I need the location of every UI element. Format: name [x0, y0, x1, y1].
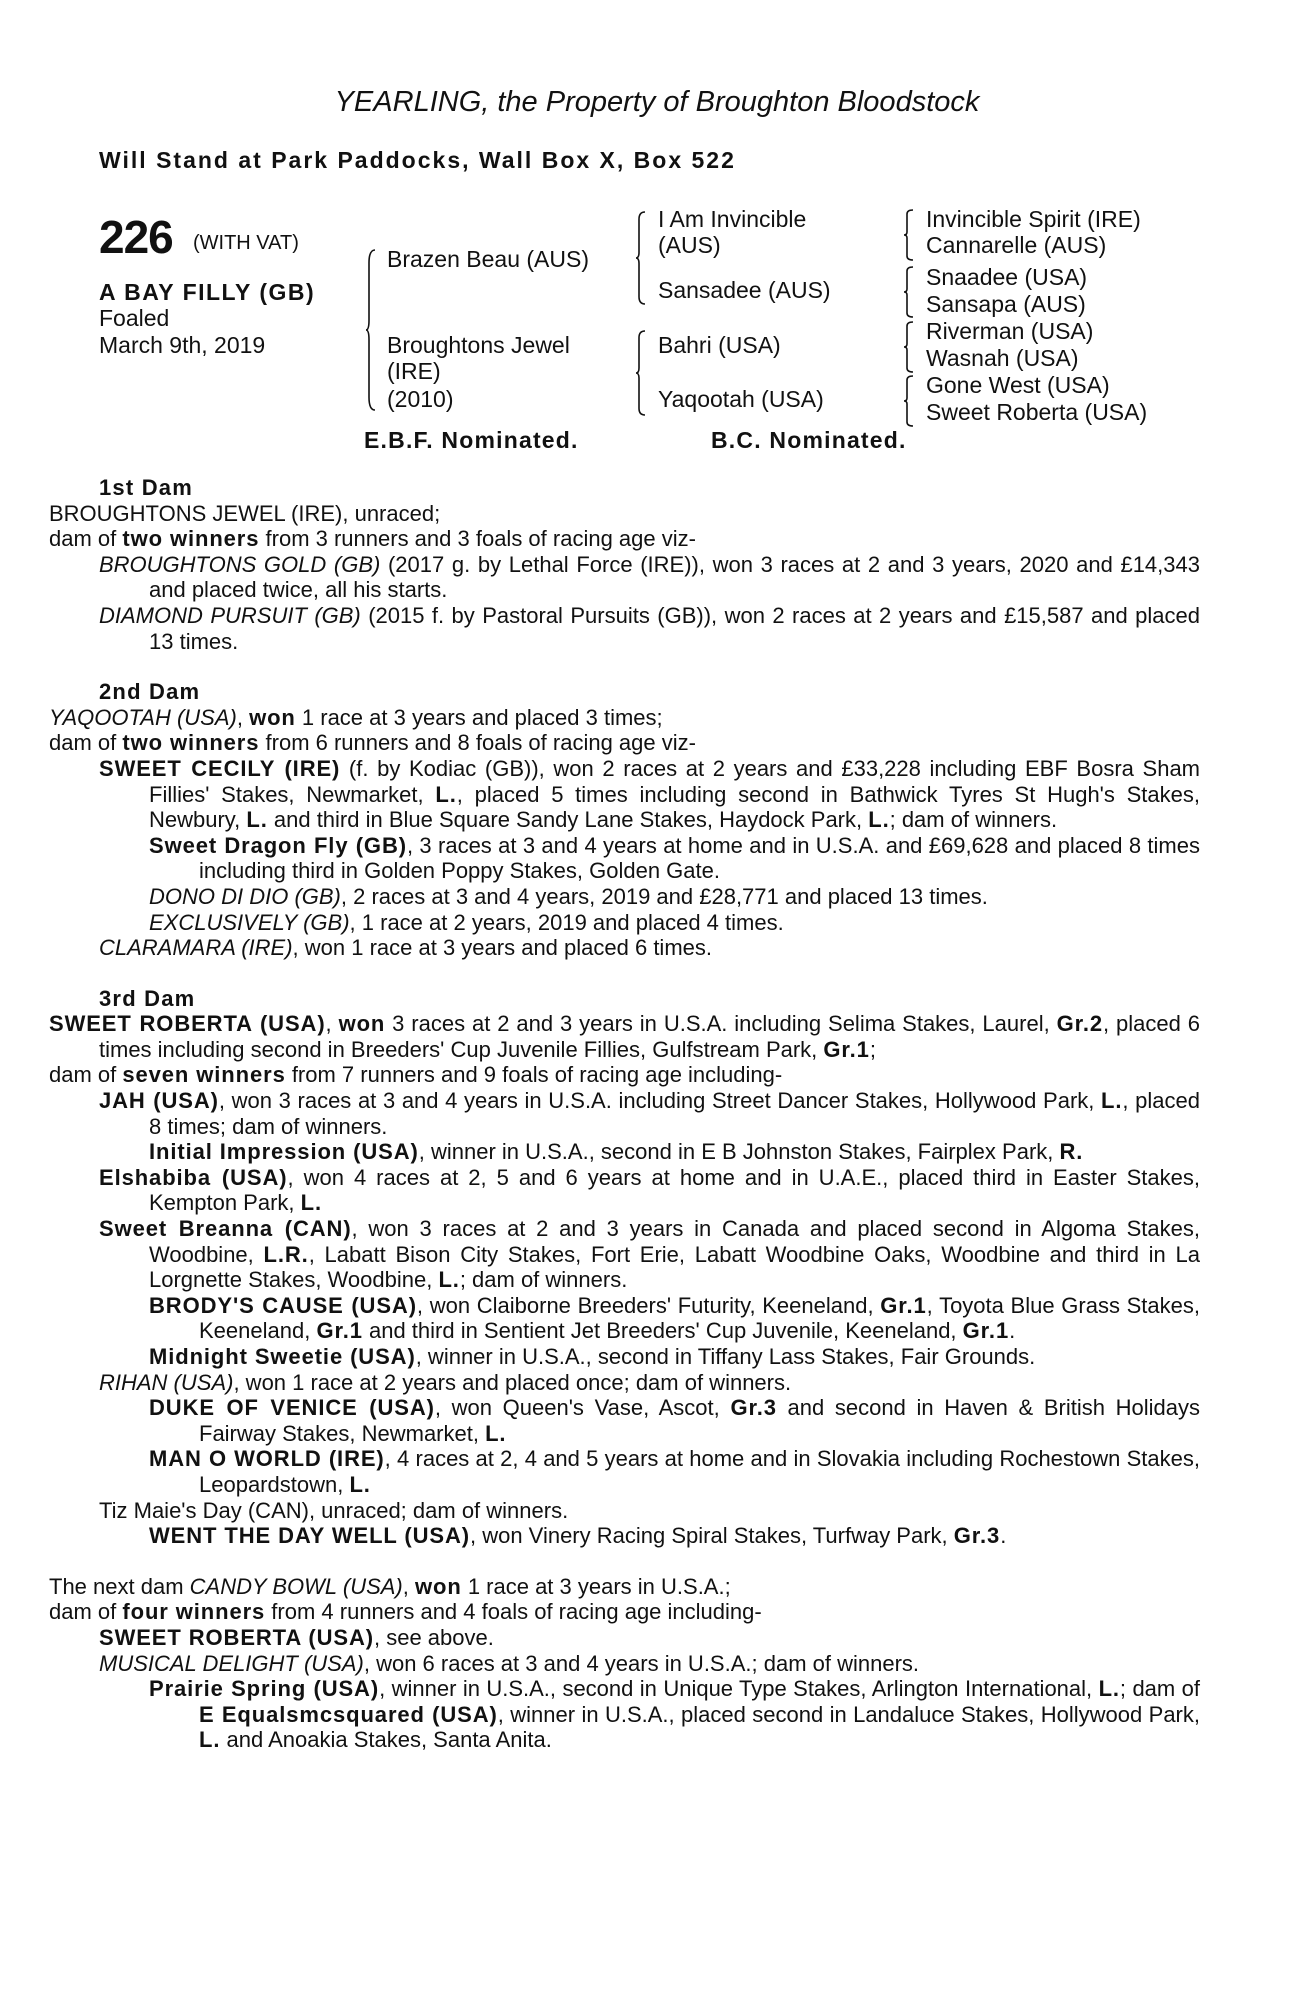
text: , placed 6 times including second in Breeders' Cup Juvenile Fillies, Gulfstream Park, [99, 1011, 1200, 1062]
pedigree-entry [49, 1651, 1200, 1677]
pedigree-entry [49, 1523, 1200, 1549]
brace-icon [904, 267, 914, 317]
bold-text: Gr.3 [953, 1523, 1001, 1549]
pedigree-entry [49, 1574, 1200, 1600]
bold-text: Initial Impression (USA) [149, 1139, 419, 1165]
dam-section [49, 985, 1200, 1549]
section-heading: 1st Dam [99, 475, 193, 500]
dam-section [49, 1573, 1200, 1753]
text: , won Vinery Racing Spiral Stakes, Turfway Park, [469, 1523, 954, 1549]
brace-icon [636, 331, 646, 415]
pedigree-ancestor: Gone West (USA) [926, 372, 1110, 398]
text: , [325, 1011, 339, 1037]
bold-text: seven winners [122, 1062, 286, 1088]
text: , [402, 1573, 415, 1599]
text: , winner in U.S.A., second in Unique Type Stakes, Arlington International, [379, 1676, 1099, 1702]
brace-icon [904, 322, 914, 372]
pedigree-dam-sire: Bahri (USA) [658, 332, 781, 358]
text: , Labatt Bison City Stakes, Fort Erie, Labatt Woodbine Oaks, Woodbine and third in La Lorgnette Stakes, Woodbine, [149, 1241, 1200, 1293]
section-heading: 3rd Dam [99, 985, 196, 1011]
italic-text: CLARAMARA (IRE) [99, 935, 293, 961]
bold-text: BRODY'S CAUSE (USA) [149, 1292, 417, 1318]
pedigree-entry [49, 603, 1200, 654]
pedigree-ancestor: Riverman (USA) [926, 318, 1094, 344]
text: BROUGHTONS JEWEL (IRE), unraced; [49, 500, 441, 526]
bc-nominated: B.C. Nominated. [711, 427, 907, 453]
text: , placed 5 times including second in Bathwick Tyres St Hugh's Stakes, Newbury, [149, 781, 1200, 833]
text: , 1 race at 2 years, 2019 and placed 4 times. [349, 909, 784, 935]
bold-text: Sweet Breanna (CAN) [99, 1216, 352, 1242]
text: ; dam of [1119, 1676, 1200, 1702]
bold-text: L. [1101, 1088, 1123, 1114]
bold-text: Gr.1 [880, 1292, 927, 1318]
pedigree-ancestor: Sweet Roberta (USA) [926, 399, 1148, 425]
bold-text: R. [1059, 1139, 1084, 1165]
pedigree-entry [49, 1498, 1200, 1524]
text: and third in Sentient Jet Breeders' Cup Juvenile, Keeneland, [362, 1318, 963, 1344]
pedigree-ancestor: Sansapa (AUS) [926, 291, 1086, 317]
text: , won 4 races at 2, 5 and 6 years at home and in U.A.E., placed third in Easter Stakes, Kempton Park, [149, 1164, 1200, 1216]
bold-text: four winners [122, 1599, 266, 1625]
text: , placed 8 times; dam of winners. [149, 1088, 1200, 1139]
text: , Toyota Blue Grass Stakes, Keeneland, [199, 1292, 1200, 1344]
bold-text: SWEET ROBERTA (USA) [99, 1624, 374, 1650]
bold-text: L. [246, 807, 268, 833]
pedigree-dam-year: (2010) [387, 386, 454, 412]
text: from 3 runners and 3 foals of racing age viz- [259, 526, 696, 552]
pedigree-ancestor: Snaadee (USA) [926, 264, 1088, 290]
pedigree-sire-sire: I Am Invincible [658, 206, 807, 232]
pedigree-entry [49, 935, 1200, 961]
foaled-label: Foaled [99, 305, 170, 331]
pedigree-entry [49, 705, 1200, 731]
text: and second in Haven & British Holidays Fairway Stakes, Newmarket, [199, 1395, 1200, 1446]
bold-text: L.R. [263, 1241, 309, 1267]
bold-text: Gr.1 [823, 1036, 870, 1062]
text: . [1000, 1523, 1007, 1549]
text: , won 1 race at 2 years and placed once; dam of winners. [233, 1369, 792, 1395]
italic-text: CANDY BOWL (USA) [189, 1573, 403, 1599]
pedigree-entry [49, 756, 1200, 833]
text: , [236, 704, 250, 730]
bold-text: Elshabiba (USA) [99, 1164, 288, 1190]
brace-icon [636, 212, 646, 304]
text: , won 3 races at 2 and 3 years in Canada and placed second in Algoma Stakes, Woodbine, [149, 1216, 1200, 1267]
italic-text: MUSICAL DELIGHT (USA) [99, 1650, 364, 1676]
text: (2015 f. by Pastoral Pursuits (GB)), won 2 races at 2 years and £15,587 and placed 13 times. [149, 602, 1200, 654]
bold-text: two winners [122, 730, 260, 756]
bold-text: Sweet Dragon Fly (GB) [149, 832, 407, 858]
text: , winner in U.S.A., second in Tiffany Lass Stakes, Fair Grounds. [415, 1344, 1036, 1369]
pedigree-entry [49, 552, 1200, 603]
bold-text: L. [199, 1727, 221, 1753]
text: , see above. [373, 1624, 494, 1650]
pedigree-entry [49, 526, 1200, 552]
bold-text: L. [485, 1420, 507, 1446]
bold-text: Midnight Sweetie (USA) [149, 1344, 416, 1369]
stand-location: Will Stand at Park Paddocks, Wall Box X, Box 522 [99, 147, 736, 173]
bold-text: WENT THE DAY WELL (USA) [149, 1523, 470, 1549]
text: 1 race at 3 years in U.S.A.; [461, 1573, 731, 1599]
pedigree-entry [49, 1625, 1200, 1651]
pedigree-sire-sire-country: (AUS) [658, 232, 721, 258]
bold-text: L. [300, 1190, 322, 1216]
text: ; [869, 1036, 876, 1062]
pedigree-entry [49, 1088, 1200, 1139]
bold-text: SWEET CECILY (IRE) [99, 755, 341, 781]
italic-text: DONO DI DIO (GB) [149, 883, 341, 909]
text: dam of [49, 526, 123, 552]
pedigree-dam: Broughtons Jewel [387, 332, 570, 358]
italic-text: RIHAN (USA) [99, 1369, 234, 1395]
text: from 7 runners and 9 foals of racing age including- [285, 1062, 783, 1088]
bold-text: Gr.2 [1056, 1011, 1104, 1037]
pedigree-entry [49, 1344, 1200, 1370]
catalogue-body [49, 475, 1201, 1753]
ebf-nominated: E.B.F. Nominated. [364, 427, 579, 453]
pedigree-dam-dam: Yaqootah (USA) [658, 386, 824, 412]
text: and third in Blue Square Sandy Lane Stakes, Haydock Park, [267, 807, 869, 833]
bold-text: SWEET ROBERTA (USA) [49, 1011, 326, 1037]
pedigree-entry [49, 730, 1200, 756]
pedigree-entry [49, 1165, 1200, 1216]
text: Tiz Maie's Day (CAN), unraced; dam of winners. [99, 1497, 569, 1523]
section-heading: 2nd Dam [99, 679, 201, 705]
pedigree-entry [49, 1062, 1200, 1088]
text: , won 3 races at 3 and 4 years in U.S.A. including Street Dancer Stakes, Hollywood Park, [218, 1088, 1102, 1114]
bold-text: two winners [122, 526, 260, 552]
bold-text: L. [438, 1267, 460, 1293]
bold-text: Prairie Spring (USA) [149, 1676, 380, 1702]
text: ; dam of winners. [459, 1267, 628, 1293]
text: , winner in U.S.A., second in E B Johnston Stakes, Fairplex Park, [418, 1139, 1060, 1165]
pedigree-entry [49, 1446, 1200, 1497]
pedigree-entry [49, 1139, 1200, 1165]
bold-text: L. [349, 1471, 371, 1497]
bold-text: DUKE OF VENICE (USA) [149, 1395, 435, 1421]
text: dam of [49, 730, 123, 756]
bold-text: L. [435, 781, 457, 807]
bold-text: Gr.1 [962, 1318, 1010, 1344]
pedigree-entry [49, 1293, 1200, 1344]
horse-description: A BAY FILLY (GB) [99, 279, 316, 305]
dam-section [49, 475, 1200, 654]
text: from 6 runners and 8 foals of racing age viz- [259, 730, 696, 756]
text: dam of [49, 1062, 123, 1088]
text: 3 races at 2 and 3 years in U.S.A. including Selima Stakes, Laurel, [385, 1011, 1057, 1037]
brace-icon [366, 250, 376, 410]
text: ; dam of winners. [889, 807, 1058, 833]
pedigree-entry [49, 1216, 1200, 1293]
bold-text: won [249, 704, 296, 730]
bold-text: Gr.1 [316, 1318, 363, 1344]
pedigree-entry [49, 1676, 1200, 1753]
bold-text: MAN O WORLD (IRE) [149, 1446, 385, 1472]
italic-text: DIAMOND PURSUIT (GB) [99, 602, 361, 628]
dam-section [49, 679, 1201, 961]
pedigree-dam-country: (IRE) [387, 358, 441, 384]
pedigree-entry [49, 910, 1200, 936]
pedigree-entry [49, 833, 1200, 884]
pedigree-ancestor: Wasnah (USA) [926, 345, 1079, 371]
text: , 3 races at 3 and 4 years at home and in U.S.A. and £69,628 and placed 8 times including third in Golden Poppy Stakes, Golden Gate. [199, 832, 1200, 884]
text: (f. by Kodiac (GB)), won 2 races at 2 years and £33,228 including EBF Bosra Sham Fillies' Stakes, Newmarket, [149, 755, 1201, 807]
bold-text: won [415, 1573, 462, 1599]
pedigree-entry [49, 1599, 1200, 1625]
italic-text: BROUGHTONS GOLD (GB) [99, 551, 381, 577]
page-title: YEARLING, the Property of Broughton Bloodstock [334, 86, 980, 118]
text: . [1009, 1318, 1016, 1344]
bold-text: won [338, 1011, 386, 1037]
text: (2017 g. by Lethal Force (IRE)), won 3 races at 2 and 3 years, 2020 and £14,343 and placed twice, all his starts. [149, 551, 1200, 603]
vat-note: (WITH VAT) [193, 232, 299, 254]
pedigree-entry [49, 1370, 1200, 1396]
bold-text: Gr.3 [730, 1395, 777, 1421]
foaled-date: March 9th, 2019 [99, 332, 266, 358]
text: , winner in U.S.A., placed second in Landaluce Stakes, Hollywood Park, [497, 1701, 1200, 1727]
text: , won Claiborne Breeders' Futurity, Keeneland, [416, 1292, 881, 1318]
pedigree-entry [49, 1011, 1200, 1062]
text: , won Queen's Vase, Ascot, [434, 1395, 731, 1421]
pedigree-sire: Brazen Beau (AUS) [387, 246, 589, 272]
bold-text: JAH (USA) [99, 1088, 219, 1114]
text: and Anoakia Stakes, Santa Anita. [220, 1727, 552, 1753]
text: , 4 races at 2, 4 and 5 years at home and in Slovakia including Rochestown Stakes, Leopardstown, [199, 1446, 1200, 1497]
text: dam of [49, 1599, 123, 1625]
pedigree-ancestor: Invincible Spirit (IRE) [926, 206, 1141, 232]
text: 1 race at 3 years and placed 3 times; [295, 704, 663, 730]
pedigree-entry [49, 501, 1200, 527]
bold-text: E Equalsmcsquared (USA) [199, 1701, 498, 1727]
text: from 4 runners and 4 foals of racing age including- [265, 1599, 762, 1625]
pedigree-entry [49, 1395, 1200, 1446]
bold-text: L. [1098, 1676, 1120, 1702]
text: , won 6 races at 3 and 4 years in U.S.A.; dam of winners. [363, 1650, 920, 1676]
brace-icon [904, 376, 914, 426]
brace-icon [904, 210, 914, 260]
pedigree-sire-dam: Sansadee (AUS) [658, 277, 831, 303]
pedigree-entry [49, 884, 1200, 910]
pedigree-ancestor: Cannarelle (AUS) [926, 232, 1107, 258]
bold-text: L. [868, 807, 890, 833]
lot-number: 226 [99, 211, 173, 263]
text: , 2 races at 3 and 4 years, 2019 and £28,771 and placed 13 times. [340, 883, 988, 909]
italic-text: EXCLUSIVELY (GB) [149, 909, 350, 935]
text: The next dam [49, 1573, 190, 1599]
italic-text: YAQOOTAH (USA) [49, 704, 237, 730]
text: , won 1 race at 3 years and placed 6 times. [292, 935, 712, 961]
